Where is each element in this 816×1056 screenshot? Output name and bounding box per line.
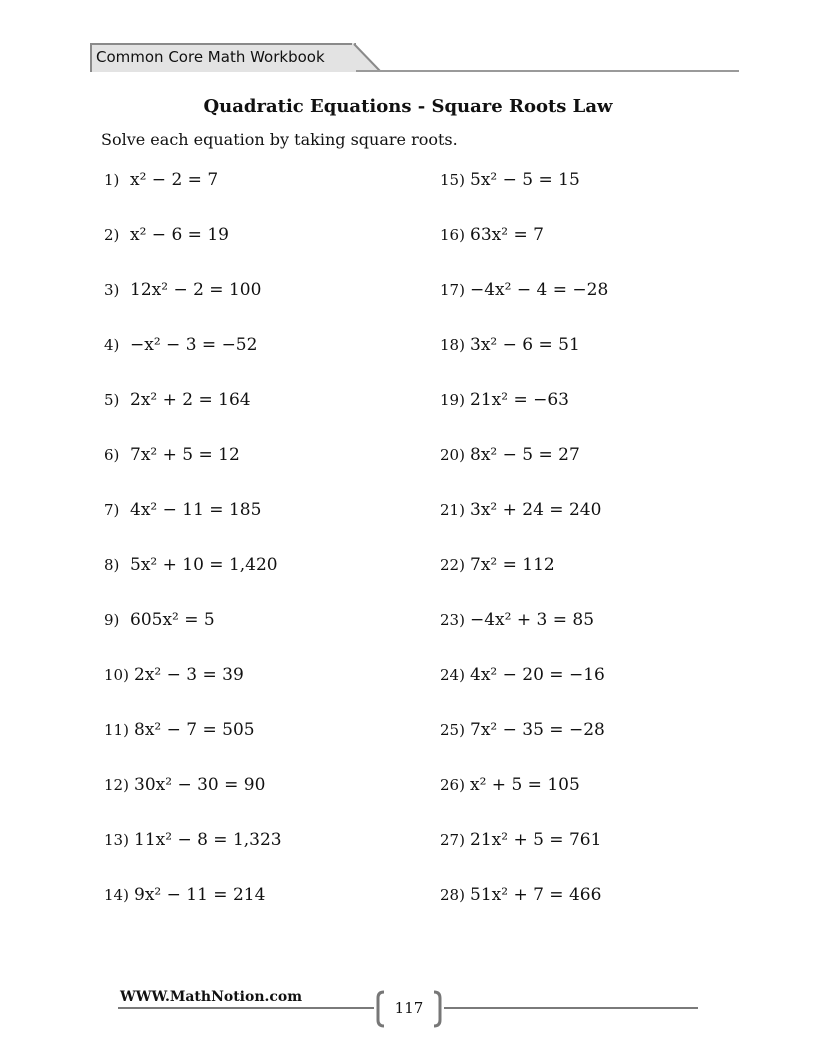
problem-number: 16) bbox=[440, 226, 465, 244]
book-title: Common Core Math Workbook bbox=[96, 48, 325, 66]
problem-item bbox=[104, 775, 266, 795]
problem-item bbox=[104, 720, 255, 740]
problem-equation: 9x² − 11 = 214 bbox=[134, 885, 266, 905]
problem-number: 27) bbox=[440, 831, 465, 849]
problem-equation: 4x² − 20 = −16 bbox=[470, 665, 605, 685]
problem-number: 6) bbox=[104, 446, 120, 464]
problem-number: 9) bbox=[104, 611, 120, 629]
problem-number: 5) bbox=[104, 391, 120, 409]
problem-item bbox=[440, 170, 580, 190]
problem-number: 13) bbox=[104, 831, 129, 849]
footer-website: WWW.MathNotion.com bbox=[120, 989, 303, 1005]
problem-item bbox=[440, 390, 569, 410]
problem-equation: 63x² = 7 bbox=[470, 225, 544, 245]
problem-number: 12) bbox=[104, 776, 129, 794]
problem-equation: −4x² + 3 = 85 bbox=[470, 610, 595, 630]
problem-item bbox=[440, 885, 602, 905]
problem-number: 10) bbox=[104, 666, 129, 684]
problem-equation: 7x² + 5 = 12 bbox=[130, 445, 240, 465]
problem-item bbox=[440, 445, 580, 465]
problem-number: 26) bbox=[440, 776, 465, 794]
problem-equation: 51x² + 7 = 466 bbox=[470, 885, 602, 905]
problem-equation: −x² − 3 = −52 bbox=[130, 335, 258, 355]
problem-item bbox=[440, 555, 555, 575]
problem-item bbox=[104, 665, 244, 685]
footer-rule-right bbox=[444, 1007, 698, 1009]
problem-item bbox=[104, 170, 219, 190]
problem-equation: 8x² − 7 = 505 bbox=[134, 720, 255, 740]
problem-equation: 11x² − 8 = 1,323 bbox=[134, 830, 282, 850]
problem-equation: 30x² − 30 = 90 bbox=[134, 775, 266, 795]
problem-number: 3) bbox=[104, 281, 120, 299]
problem-number: 23) bbox=[440, 611, 465, 629]
problem-equation: −4x² − 4 = −28 bbox=[470, 280, 609, 300]
problem-item bbox=[104, 555, 278, 575]
problem-item bbox=[104, 445, 240, 465]
problem-number: 25) bbox=[440, 721, 465, 739]
problem-equation: 7x² = 112 bbox=[470, 555, 555, 575]
problem-equation: 3x² − 6 = 51 bbox=[470, 335, 580, 355]
problem-item bbox=[440, 665, 605, 685]
problem-number: 8) bbox=[104, 556, 120, 574]
problem-equation: 12x² − 2 = 100 bbox=[130, 280, 262, 300]
problem-item bbox=[440, 830, 602, 850]
problem-number: 24) bbox=[440, 666, 465, 684]
page-number-bracket-right bbox=[433, 990, 443, 1028]
problem-equation: 21x² + 5 = 761 bbox=[470, 830, 602, 850]
header-rule bbox=[356, 70, 739, 72]
problem-equation: 2x² − 3 = 39 bbox=[134, 665, 244, 685]
problem-number: 17) bbox=[440, 281, 465, 299]
problem-number: 19) bbox=[440, 391, 465, 409]
problem-item bbox=[440, 500, 602, 520]
problem-item bbox=[104, 335, 258, 355]
problem-equation: 2x² + 2 = 164 bbox=[130, 390, 251, 410]
footer-rule-left bbox=[118, 1007, 374, 1009]
problem-equation: 8x² − 5 = 27 bbox=[470, 445, 580, 465]
problem-item bbox=[104, 390, 251, 410]
problem-equation: 605x² = 5 bbox=[130, 610, 215, 630]
problem-number: 28) bbox=[440, 886, 465, 904]
problem-equation: x² + 5 = 105 bbox=[470, 775, 580, 795]
problem-number: 22) bbox=[440, 556, 465, 574]
problem-equation: 7x² − 35 = −28 bbox=[470, 720, 605, 740]
problem-item bbox=[440, 775, 580, 795]
header-tab-corner bbox=[352, 43, 402, 73]
problem-item bbox=[440, 720, 605, 740]
worksheet-title: Quadratic Equations - Square Roots Law bbox=[203, 96, 613, 117]
problem-item bbox=[104, 885, 266, 905]
problem-number: 14) bbox=[104, 886, 129, 904]
problem-equation: 5x² − 5 = 15 bbox=[470, 170, 580, 190]
problem-item bbox=[104, 830, 282, 850]
problem-number: 11) bbox=[104, 721, 129, 739]
problem-equation: 3x² + 24 = 240 bbox=[470, 500, 602, 520]
problem-equation: 5x² + 10 = 1,420 bbox=[130, 555, 278, 575]
problem-number: 18) bbox=[440, 336, 465, 354]
problem-item bbox=[440, 610, 595, 630]
problem-item bbox=[440, 225, 544, 245]
problem-equation: 21x² = −63 bbox=[470, 390, 569, 410]
problem-item bbox=[440, 280, 609, 300]
worksheet-instructions: Solve each equation by taking square roots. bbox=[101, 130, 458, 149]
problem-equation: x² − 6 = 19 bbox=[130, 225, 229, 245]
problem-item bbox=[104, 500, 262, 520]
problem-item bbox=[440, 335, 580, 355]
problem-equation: x² − 2 = 7 bbox=[130, 170, 219, 190]
problem-number: 4) bbox=[104, 336, 120, 354]
problem-number: 20) bbox=[440, 446, 465, 464]
problem-number: 15) bbox=[440, 171, 465, 189]
page-number: 117 bbox=[394, 999, 424, 1017]
problem-number: 21) bbox=[440, 501, 465, 519]
problem-number: 2) bbox=[104, 226, 120, 244]
problem-item bbox=[104, 225, 229, 245]
problem-item bbox=[104, 610, 215, 630]
problem-number: 7) bbox=[104, 501, 120, 519]
problem-equation: 4x² − 11 = 185 bbox=[130, 500, 262, 520]
problem-item bbox=[104, 280, 262, 300]
problem-number: 1) bbox=[104, 171, 120, 189]
